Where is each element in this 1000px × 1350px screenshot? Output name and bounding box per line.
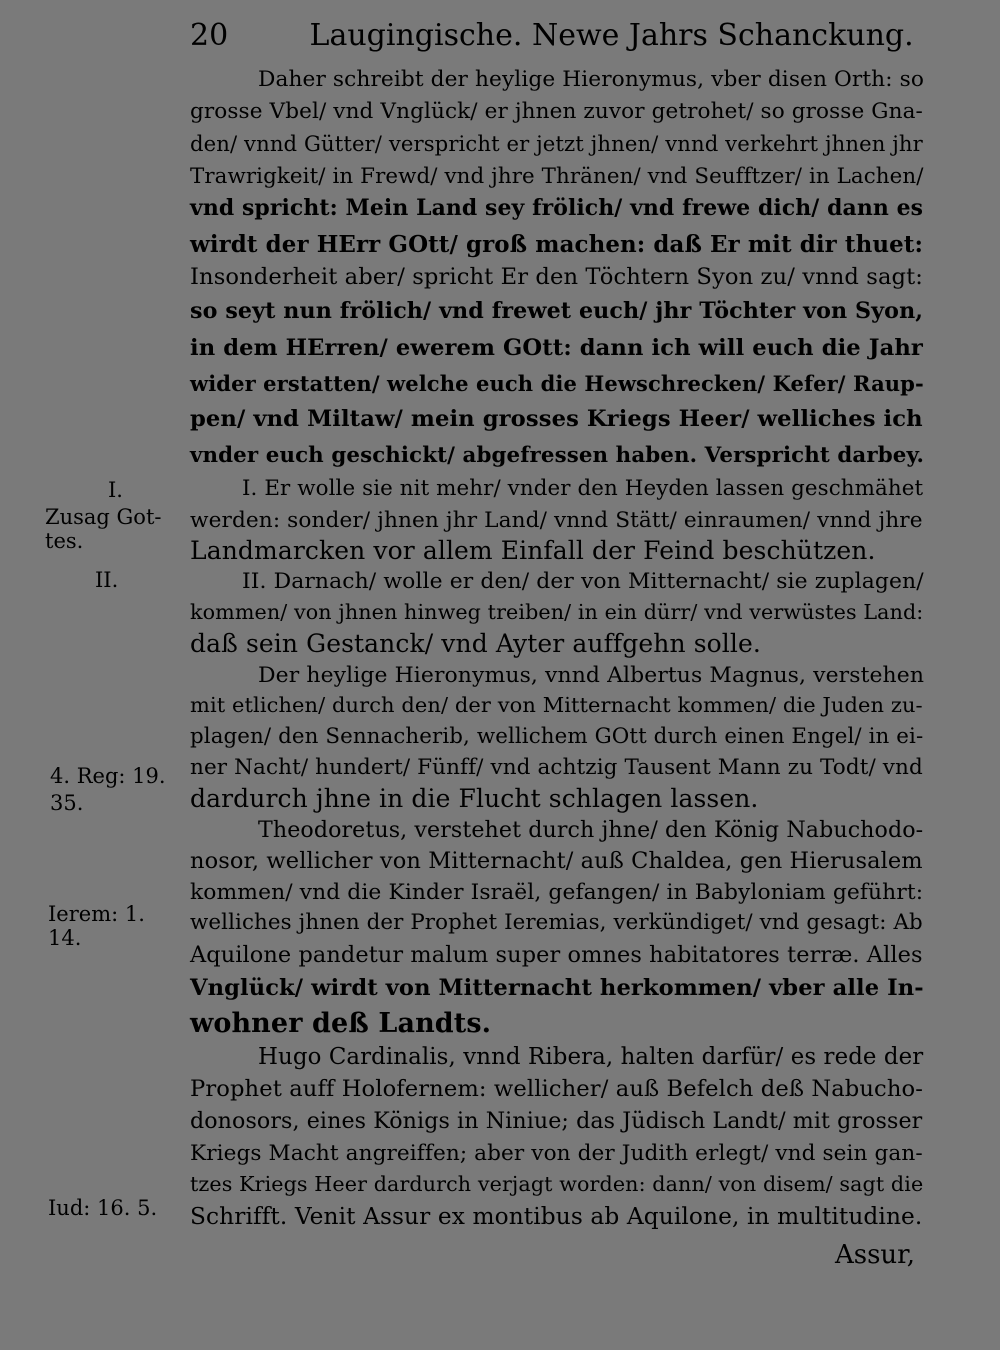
text-line: mit etlichen/ durch den/ der von Mitternacht kommen/ die Juden zu- <box>190 693 923 717</box>
text-line: vnder euch geschickt/ abgefressen haben. Verspricht darbey. <box>190 443 925 468</box>
margin-reference: 4. Reg: 19. <box>50 764 166 788</box>
margin-reference: 35. <box>50 791 84 815</box>
text-line: Prophet auff Holofernem: wellicher/ auß Befelch deß Nabucho- <box>190 1076 923 1102</box>
text-line: in dem HErren/ ewerem GOtt: dann ich will euch die Jahr <box>190 335 923 361</box>
text-line: grosse Vbel/ vnd Vnglück/ er jhnen zuvor getrohet/ so grosse Gna- <box>190 99 923 124</box>
text-line: den/ vnnd Gütter/ verspricht er jetzt jhnen/ vnnd verkehrt jhnen jhr <box>190 131 923 156</box>
text-line: Der heylige Hieronymus, vnnd Albertus Magnus, verstehen <box>258 663 925 688</box>
text-line: II. Darnach/ wolle er den/ der von Mitternacht/ sie zuplagen/ <box>242 569 924 594</box>
margin-note-number: I. <box>108 478 123 502</box>
text-line: Daher schreibt der heylige Hieronymus, vber disen Orth: so <box>258 67 924 92</box>
text-line: I. Er wolle sie nit mehr/ vnder den Heyden lassen geschmähet <box>242 476 924 501</box>
page-number: 20 <box>190 18 229 53</box>
text-line: Hugo Cardinalis, vnnd Ribera, halten darfür/ es rede der <box>258 1044 924 1070</box>
text-line: Trawrigkeit/ in Frewd/ vnd jhre Thränen/ vnd Seufftzer/ in Lachen/ <box>190 164 924 189</box>
margin-note-number: II. <box>95 568 119 592</box>
text-line: so seyt nun frölich/ vnd frewet euch/ jhr Töchter von Syon, <box>190 298 924 324</box>
text-line: daß sein Gestanck/ vnd Ayter auffgehn solle. <box>190 629 761 658</box>
text-line: wirdt der HErr GOtt/ groß machen: daß Er mit dir thuet: <box>190 231 923 258</box>
text-line: Theodoretus, verstehet durch jhne/ den König Nabuchodo- <box>258 817 924 843</box>
text-line: kommen/ von jhnen hinweg treiben/ in ein dürr/ vnd verwüstes Land: <box>190 600 924 624</box>
page-header <box>190 16 930 56</box>
text-line: donosors, eines Königs in Niniue; das Jüdisch Landt/ mit grosser <box>190 1108 923 1134</box>
text-line: dardurch jhne in die Flucht schlagen lassen. <box>190 784 759 813</box>
text-line: kommen/ vnd die Kinder Israël, gefangen/ in Babyloniam geführt: <box>190 880 924 905</box>
text-line: wohner deß Landts. <box>190 1008 492 1039</box>
text-line: Vnglück/ wirdt von Mitternacht herkommen/ vber alle In- <box>190 975 924 1001</box>
text-line: Landmarcken vor allem Einfall der Feind beschützen. <box>190 536 876 565</box>
margin-reference: Ierem: 1. 14. <box>48 902 145 950</box>
running-title: Laugingische. Newe Jahrs Schanckung. <box>309 18 914 53</box>
margin-reference: Iud: 16. 5. <box>48 1196 158 1220</box>
text-line: tzes Kriegs Heer dardurch verjagt worden: dann/ von disem/ sagt die <box>190 1172 924 1196</box>
text-line: ner Nacht/ hundert/ Fünff/ vnd achtzig Tausent Mann zu Todt/ vnd <box>190 755 923 780</box>
text-line: welliches jhnen der Prophet Ieremias, verkündiget/ vnd gesagt: Ab <box>190 910 923 935</box>
text-line: nosor, wellicher von Mitternacht/ auß Chaldea, gen Hierusalem <box>190 848 923 874</box>
text-line: Insonderheit aber/ spricht Er den Töchtern Syon zu/ vnnd sagt: <box>190 264 924 290</box>
text-line: wider erstatten/ welche euch die Hewschrecken/ Kefer/ Raup- <box>190 371 924 396</box>
text-line: pen/ vnd Miltaw/ mein grosses Kriegs Heer/ welliches ich <box>190 406 923 432</box>
text-line: Kriegs Macht angreiffen; aber von der Judith erlegt/ vnd sein gan- <box>190 1141 923 1166</box>
catchword: Assur, <box>834 1240 915 1270</box>
text-line: Schrifft. Venit Assur ex montibus ab Aquilone, in multitudine. <box>190 1203 923 1230</box>
text-line: plagen/ den Sennacherib, wellichem GOtt durch einen Engel/ in ei- <box>190 724 924 749</box>
margin-note: tes. <box>45 529 84 553</box>
text-line: werden: sonder/ jhnen jhr Land/ vnnd Stätt/ einraumen/ vnnd jhre <box>190 508 923 533</box>
margin-note: Zusag Got- <box>45 505 162 529</box>
text-line: Aquilone pandetur malum super omnes habitatores terræ. Alles <box>190 942 923 968</box>
text-line: vnd spricht: Mein Land sey frölich/ vnd frewe dich/ dann es <box>190 195 924 221</box>
